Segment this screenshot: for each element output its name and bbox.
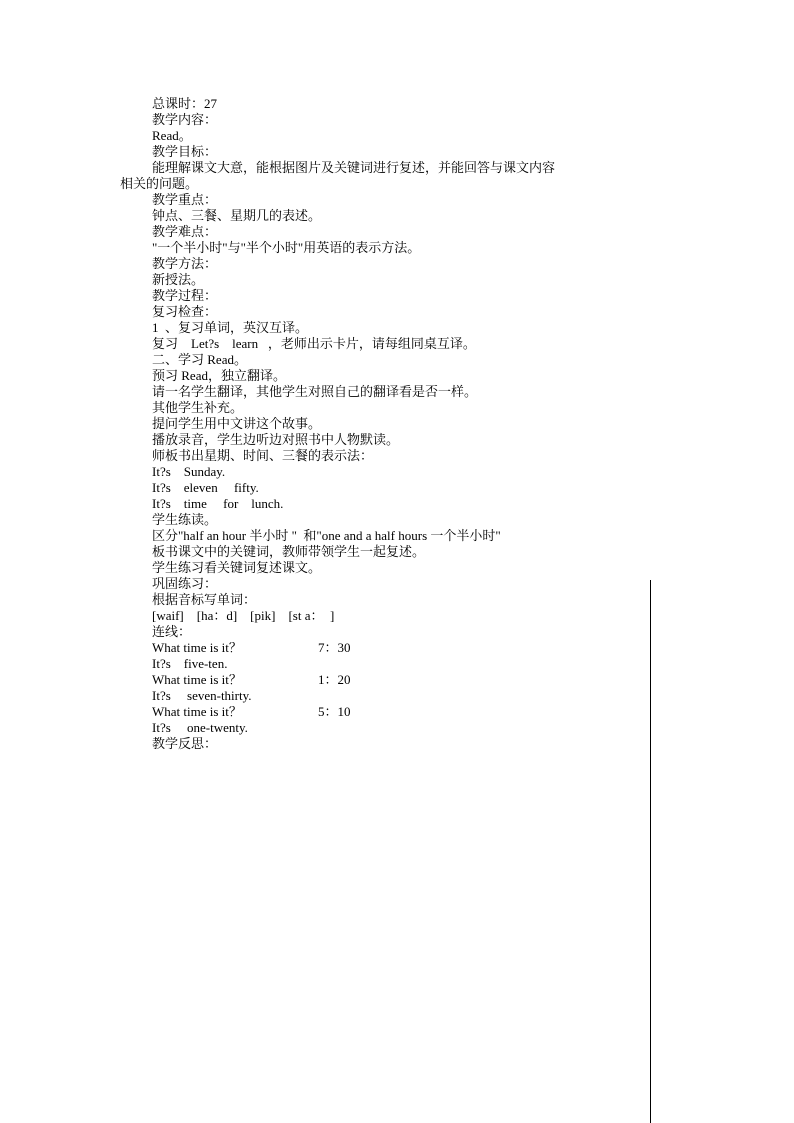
matching-question-1: What time is it？: [152, 640, 242, 655]
read-step-5: 播放录音，学生边听边对照书中人物默读。: [152, 432, 400, 447]
review-step-2: 复习 Let?s learn ，老师出示卡片，请每组同桌互译。: [152, 336, 476, 351]
heading-matching: 连线：: [152, 624, 192, 639]
student-retell: 学生练习看关键词复述课文。: [152, 560, 322, 575]
heading-process: 教学过程：: [152, 288, 218, 303]
example-sunday: It?s Sunday.: [152, 464, 226, 479]
distinguish-hours: 区分"half an hour 半小时 " 和"one and a half hours 一个半小时": [152, 528, 501, 543]
matching-answer-1: It?s five-ten.: [152, 656, 228, 671]
heading-difficulties: 教学难点：: [152, 224, 218, 239]
matching-time-2: 1：20: [318, 672, 351, 687]
phonetic-task: 根据音标写单词：: [152, 592, 257, 607]
matching-answer-2: It?s seven-thirty.: [152, 688, 252, 703]
read-step-2: 请一名学生翻译，其他学生对照自己的翻译看是否一样。: [152, 384, 478, 399]
matching-question-3: What time is it？: [152, 704, 242, 719]
matching-row-1: [120, 640, 560, 656]
vertical-rule: [650, 580, 651, 1123]
keywords-retell: 板书课文中的关键词，教师带领学生一起复述。: [152, 544, 426, 559]
content-text: Read。: [152, 128, 192, 143]
lesson-plan-text: [120, 96, 560, 752]
practice-reading: 学生练读。: [152, 512, 218, 527]
heading-content: 教学内容：: [152, 112, 218, 127]
heading-reflection: 教学反思：: [152, 736, 218, 751]
difficulties-text: "一个半小时"与"半个小时"用英语的表示方法。: [152, 240, 421, 255]
heading-consolidation: 巩固练习：: [152, 576, 218, 591]
matching-time-3: 5：10: [318, 704, 351, 719]
matching-time-1: 7：30: [318, 640, 351, 655]
read-step-1: 预习 Read，独立翻译。: [152, 368, 286, 383]
heading-key-points: 教学重点：: [152, 192, 218, 207]
example-eleven-fifty: It?s eleven fifty.: [152, 480, 259, 495]
matching-row-3: [120, 704, 560, 720]
read-step-6: 师板书出星期、时间、三餐的表示法：: [152, 448, 374, 463]
section-read: 二、学习 Read。: [152, 352, 247, 367]
objectives-text: 能理解课文大意，能根据图片及关键词进行复述，并能回答与课文内容相关的问题。: [120, 160, 556, 191]
key-points-text: 钟点、三餐、星期几的表述。: [152, 208, 322, 223]
heading-review: 复习检查：: [152, 304, 218, 319]
total-lesson-hours: 总课时：27: [152, 96, 218, 111]
review-step-1: 1 、复习单词，英汉互译。: [152, 320, 309, 335]
heading-methods: 教学方法：: [152, 256, 218, 271]
example-lunch: It?s time for lunch.: [152, 496, 284, 511]
phonetic-symbols: [waif] [ha：d] [pik] [st a： ]: [152, 608, 335, 623]
heading-objectives: 教学目标：: [152, 144, 218, 159]
read-step-3: 其他学生补充。: [152, 400, 244, 415]
matching-answer-3: It?s one-twenty.: [152, 720, 248, 735]
read-step-4: 提问学生用中文讲这个故事。: [152, 416, 322, 431]
matching-row-2: [120, 672, 560, 688]
matching-question-2: What time is it？: [152, 672, 242, 687]
methods-text: 新授法。: [152, 272, 205, 287]
